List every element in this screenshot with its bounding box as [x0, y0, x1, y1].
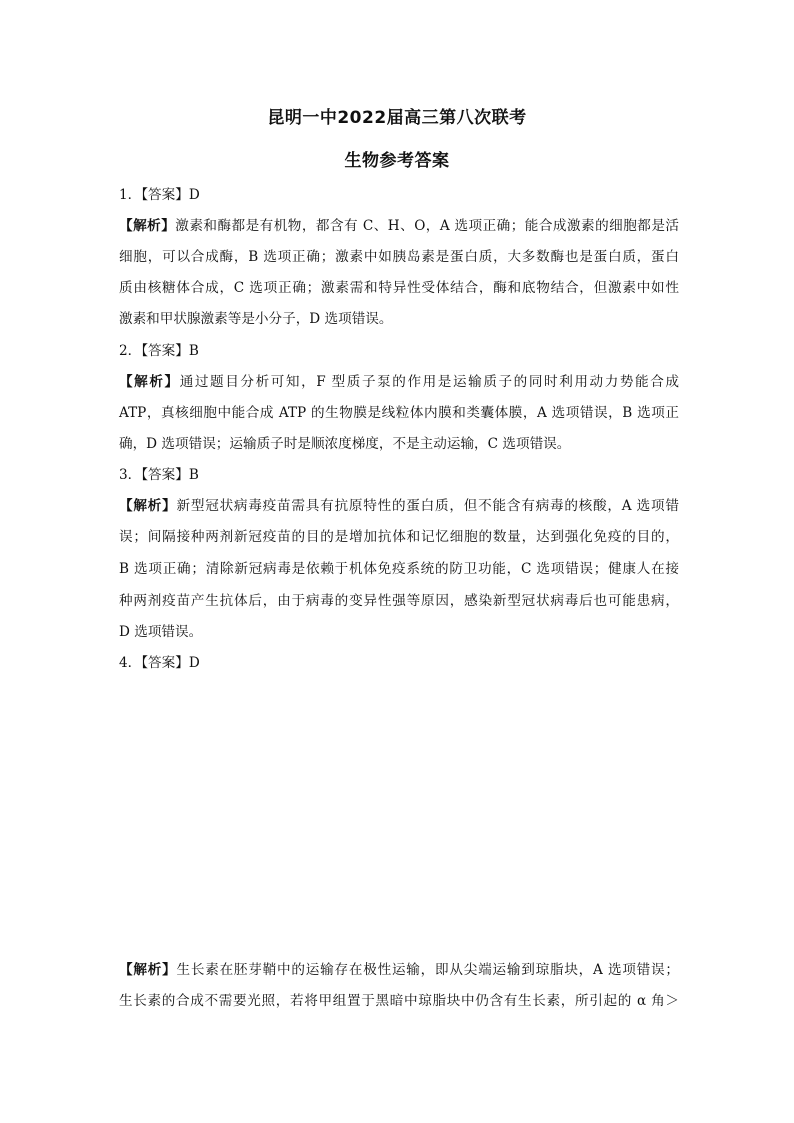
q4-analysis-line-1: 【解析】生长素在胚芽鞘中的运输存在极性运输，即从尖端运输到琼脂块，A 选项错误；	[119, 962, 680, 978]
q3-answer: 3．【答案】B	[119, 467, 199, 483]
analysis-label: 【解析】	[119, 374, 180, 390]
page-subtitle: 生物参考答案	[344, 151, 450, 171]
analysis-label: 【解析】	[119, 498, 177, 514]
q2-analysis-line-2: ATP，真核细胞中能合成 ATP 的生物膜是线粒体内膜和类囊体膜，A 选项错误，B 选项正	[119, 405, 679, 421]
q4-analysis-line-2: 生长素的合成不需要光照，若将甲组置于黑暗中琼脂块中仍含有生长素，所引起的 α 角＞	[119, 993, 679, 1009]
q2-analysis-line-3: 确，D 选项错误；运输质子时是顺浓度梯度，不是主动运输，C 选项错误。	[119, 436, 571, 452]
q1-analysis-line-2: 细胞，可以合成酶，B 选项正确；激素中如胰岛素是蛋白质，大多数酶也是蛋白质，蛋白	[119, 249, 679, 265]
q1-analysis-line-3: 质由核糖体合成，C 选项正确；激素需和特异性受体结合，酶和底物结合，但激素中如性	[119, 280, 679, 296]
page-title: 昆明一中2022届高三第八次联考	[267, 108, 527, 128]
analysis-label: 【解析】	[119, 218, 176, 234]
q3-analysis-line-1: 【解析】新型冠状病毒疫苗需具有抗原特性的蛋白质，但不能含有病毒的核酸，A 选项错	[119, 498, 680, 514]
q3-analysis-line-4: 种两剂疫苗产生抗体后，由于病毒的变异性强等原因，感染新型冠状病毒后也可能患病，	[119, 593, 679, 609]
q1-analysis-line-1: 【解析】激素和酶都是有机物，都含有 C、H、O，A 选项正确；能合成激素的细胞都是活	[119, 218, 680, 234]
q1-analysis-line-4: 激素和甲状腺激素等是小分子，D 选项错误。	[119, 311, 393, 327]
q2-answer: 2．【答案】B	[119, 343, 199, 359]
q3-analysis-line-3: B 选项正确；清除新冠病毒是依赖于机体免疫系统的防卫功能，C 选项错误；健康人在接	[119, 561, 679, 577]
q3-analysis-line-5: D 选项错误。	[119, 624, 203, 640]
q1-answer: 1．【答案】D	[119, 187, 200, 203]
analysis-label: 【解析】	[119, 962, 177, 978]
q3-analysis-line-2: 误；间隔接种两剂新冠疫苗的目的是增加抗体和记忆细胞的数量，达到强化免疫的目的，	[119, 529, 679, 545]
q2-analysis-line-1: 【解析】通过题目分析可知，F 型质子泵的作用是运输质子的同时利用动力势能合成	[119, 374, 679, 390]
q4-answer: 4．【答案】D	[119, 655, 200, 671]
